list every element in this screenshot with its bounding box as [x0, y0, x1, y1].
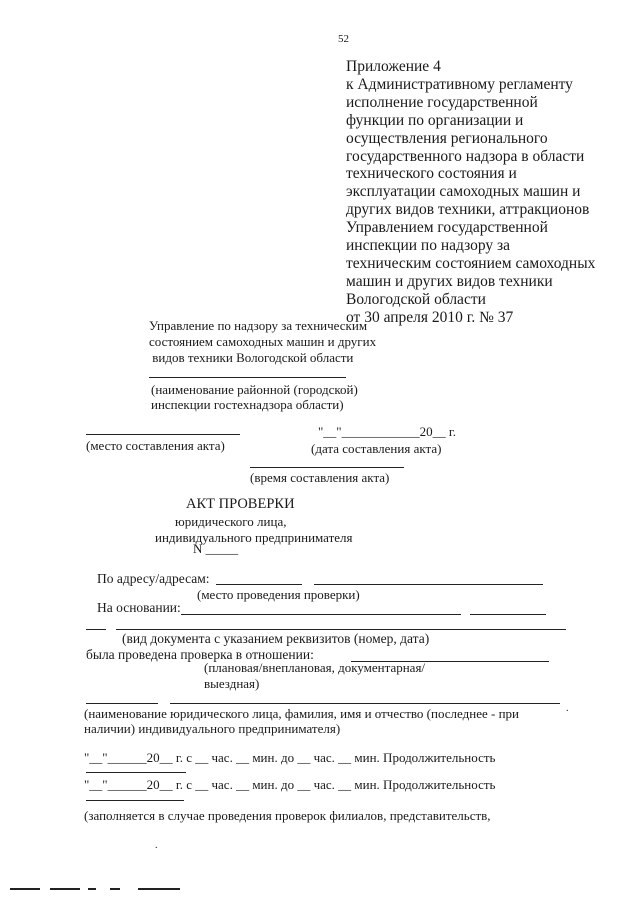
time-blank[interactable] — [250, 467, 404, 468]
appendix-line: государственного надзора в области — [346, 147, 585, 165]
entity-blank[interactable] — [170, 703, 560, 704]
department-block — [149, 318, 376, 366]
department-line: Управление по надзору за техническим — [149, 318, 368, 333]
appendix-line: от 30 апреля 2010 г. № 37 — [346, 308, 514, 326]
footer-rule — [110, 888, 120, 890]
basis-label: На основании: — [97, 600, 181, 615]
type-caption: выездная) — [204, 676, 260, 691]
page-number: 52 — [338, 33, 349, 45]
appendix-line: Управлением государственной — [346, 219, 548, 237]
address-blank[interactable] — [314, 584, 543, 585]
basis-blank[interactable] — [470, 614, 546, 615]
scan-speck: . — [566, 703, 569, 714]
place-caption: (место составления акта) — [86, 438, 225, 453]
appendix-line: к Административному регламенту — [346, 75, 573, 93]
date-field[interactable]: "__"____________20__ г. — [318, 424, 456, 439]
appendix-line: технического состояния и — [346, 165, 517, 183]
basis-blank[interactable] — [86, 629, 106, 630]
act-subtitle: индивидуального предпринимателя — [155, 530, 353, 545]
footer-rule — [138, 888, 180, 890]
basis-blank[interactable] — [116, 629, 566, 630]
address-blank[interactable] — [216, 584, 302, 585]
appendix-line: Приложение 4 — [346, 58, 441, 75]
date-caption: (дата составления акта) — [311, 441, 442, 456]
appendix-line: исполнение государственной — [346, 93, 538, 111]
entity-blank[interactable] — [86, 703, 158, 704]
duration-blank[interactable] — [86, 772, 186, 773]
department-line: видов техники Вологодской области — [149, 350, 354, 365]
time-caption: (время составления акта) — [250, 470, 390, 485]
place-blank[interactable] — [86, 434, 240, 435]
entity-caption: наличии) индивидуального предпринимателя) — [84, 721, 341, 736]
appendix-line: функции по организации и — [346, 111, 524, 129]
appendix-line: осуществления регионального — [346, 129, 548, 147]
scan-speck: . — [155, 840, 158, 851]
address-caption: (место проведения проверки) — [197, 587, 360, 602]
district-caption: инспекции гостехнадзора области) — [151, 397, 344, 412]
time-row[interactable]: "__"______20__ г. с __ час. __ мин. до __ час. __ мин. Продолжительность — [84, 777, 496, 792]
district-caption: (наименование районной (городской) — [151, 382, 358, 397]
address-label: По адресу/адресам: — [97, 571, 210, 586]
type-caption: (плановая/внеплановая, документарная/ — [204, 660, 426, 675]
act-subtitle: юридического лица, — [175, 514, 287, 529]
department-line: состоянием самоходных машин и других — [149, 334, 377, 349]
entity-caption: (наименование юридического лица, фамилия, имя и отчество (последнее - при — [84, 706, 519, 721]
appendix-header — [346, 58, 595, 327]
duration-blank[interactable] — [86, 800, 184, 801]
basis-blank[interactable] — [181, 614, 461, 615]
appendix-line: инспекции по надзору за — [346, 237, 511, 255]
time-row[interactable]: "__"______20__ г. с __ час. __ мин. до __ час. __ мин. Продолжительность — [84, 750, 496, 765]
basis-caption: (вид документа с указанием реквизитов (номер, дата) — [122, 631, 430, 646]
appendix-line: машин и других видов техники — [346, 272, 553, 290]
footer-rule — [50, 888, 80, 890]
inspection-label: была проведена проверка в отношении: — [86, 647, 314, 662]
district-inspection-blank[interactable] — [149, 377, 346, 378]
branches-caption: (заполняется в случае проведения проверок филиалов, представительств, — [84, 808, 491, 823]
appendix-line: других видов техники, аттракционов — [346, 201, 590, 219]
appendix-line: Вологодской области — [346, 290, 486, 308]
act-title: АКТ ПРОВЕРКИ — [186, 496, 295, 512]
appendix-line: эксплуатации самоходных машин и — [346, 183, 581, 201]
act-number[interactable]: N _____ — [193, 541, 239, 556]
appendix-line: техническим состоянием самоходных — [346, 254, 596, 272]
footer-rule — [10, 888, 40, 890]
footer-rule — [88, 888, 96, 890]
